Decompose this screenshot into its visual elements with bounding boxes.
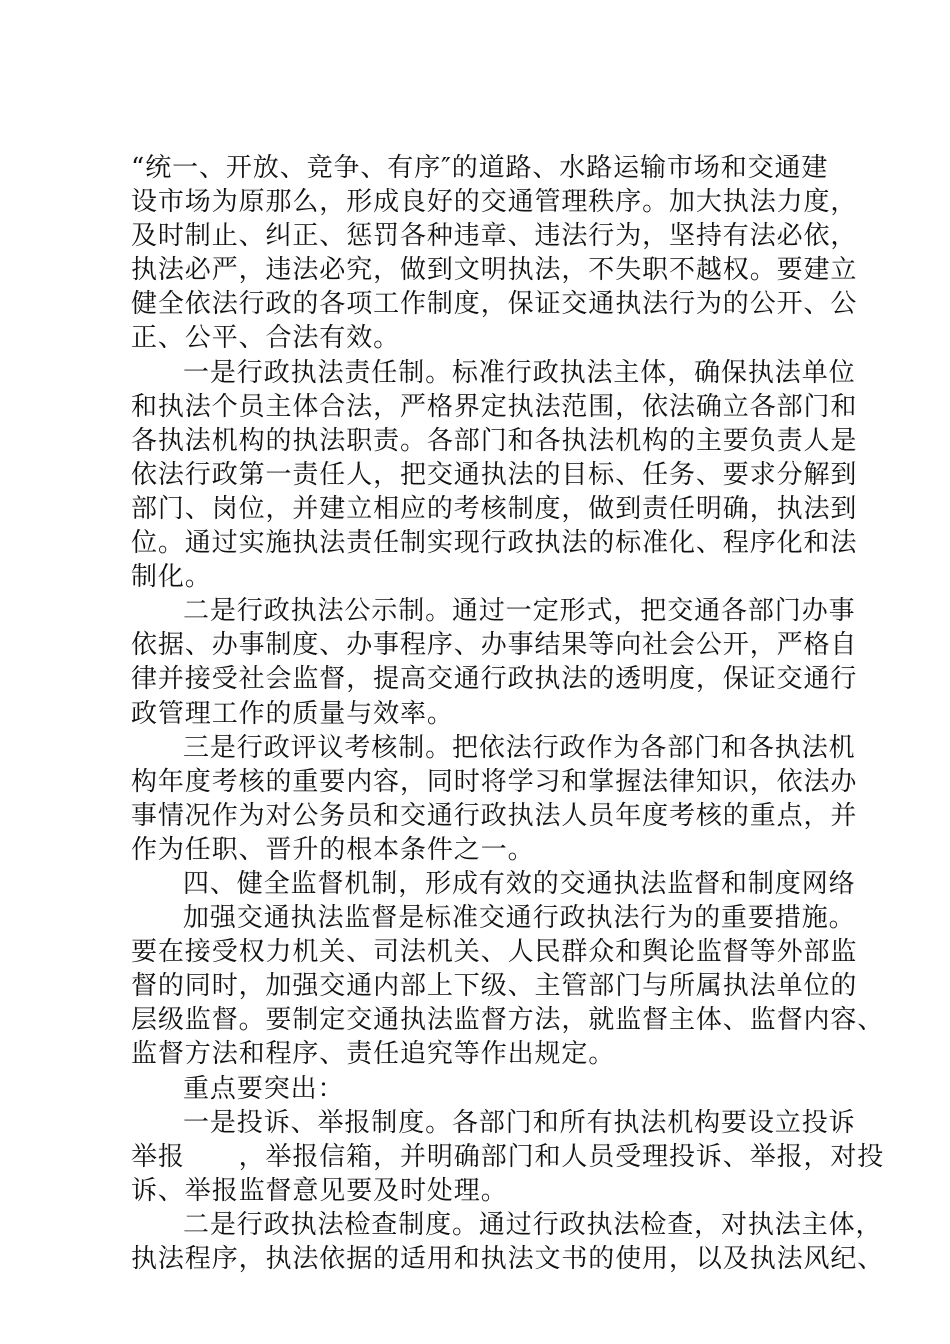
text-line: 诉、举报监督意见要及时处理。	[131, 1175, 508, 1206]
text-line: 督的同时，加强交通内部上下级、主管部门与所属执法单位的	[131, 971, 858, 1002]
paragraph-first-line: 三是行政评议考核制。把依法行政作为各部门和各执法机	[183, 732, 856, 763]
paragraph-first-line: 一是行政执法责任制。标准行政执法主体，确保执法单位	[183, 357, 856, 388]
text-line: 依法行政第一责任人，把交通执法的目标、任务、要求分解到	[131, 459, 858, 490]
document-body	[131, 151, 885, 1276]
text-line: 执法程序，执法依据的适用和执法文书的使用，以及执法风纪、	[131, 1244, 885, 1274]
paragraph-first-line: 二是行政执法检查制度。通过行政执法检查，对执法主体，	[183, 1209, 883, 1240]
text-line: 部门、岗位，并建立相应的考核制度，做到责任明确，执法到	[131, 493, 858, 524]
text-line: 层级监督。要制定交通执法监督方法，就监督主体、监督内容、	[131, 1005, 885, 1036]
text-line: 事情况作为对公务员和交通行政执法人员年度考核的重点，并	[131, 800, 858, 831]
text-line: 监督方法和程序、责任追究等作出规定。	[131, 1039, 616, 1070]
text-line: 举报 ，举报信箱，并明确部门和人员受理投诉、举报，对投	[131, 1141, 885, 1172]
text-line: 执法必严，违法必究，做到文明执法，不失职不越权。要建立	[131, 255, 858, 286]
text-line: 作为任职、晋升的根本条件之一。	[131, 834, 535, 865]
paragraph-first-line: 加强交通执法监督是标准交通行政执法行为的重要措施。	[183, 903, 856, 934]
text-line: 各执法机构的执法职责。各部门和各执法机构的主要负责人是	[131, 425, 858, 456]
text-line: 构年度考核的重要内容，同时将学习和掌握法律知识，依法办	[131, 766, 858, 797]
text-line: 正、公平、合法有效。	[131, 323, 401, 354]
paragraph-first-line: 一是投诉、举报制度。各部门和所有执法机构要设立投诉	[183, 1107, 856, 1138]
text-line: 及时制止、纠正、惩罚各种违章、违法行为，坚持有法必依，	[131, 221, 858, 252]
text-line: 位。通过实施执法责任制实现行政执法的标准化、程序化和法	[131, 528, 858, 559]
text-line: 要在接受权力机关、司法机关、人民群众和舆论监督等外部监	[131, 937, 858, 968]
paragraph-first-line: 重点要突出：	[183, 1073, 345, 1104]
text-line: 制化。	[131, 562, 212, 593]
text-line: “统一、开放、竞争、有序″的道路、水路运输市场和交通建	[131, 153, 829, 183]
text-line: 律并接受社会监督，提高交通行政执法的透明度，保证交通行	[131, 664, 858, 695]
text-line: 设市场为原那么，形成良好的交通管理秩序。加大执法力度，	[131, 187, 858, 218]
text-line: 健全依法行政的各项工作制度，保证交通执法行为的公开、公	[131, 289, 858, 320]
section-heading: 四、健全监督机制，形成有效的交通执法监督和制度网络	[183, 868, 856, 899]
text-line: 依据、办事制度、办事程序、办事结果等向社会公开，严格自	[131, 630, 858, 661]
text-line: 和执法个员主体合法，严格界定执法范围，依法确立各部门和	[131, 391, 858, 422]
text-line: 政管理工作的质量与效率。	[131, 698, 454, 729]
paragraph-first-line: 二是行政执法公示制。通过一定形式，把交通各部门办事	[183, 596, 856, 627]
